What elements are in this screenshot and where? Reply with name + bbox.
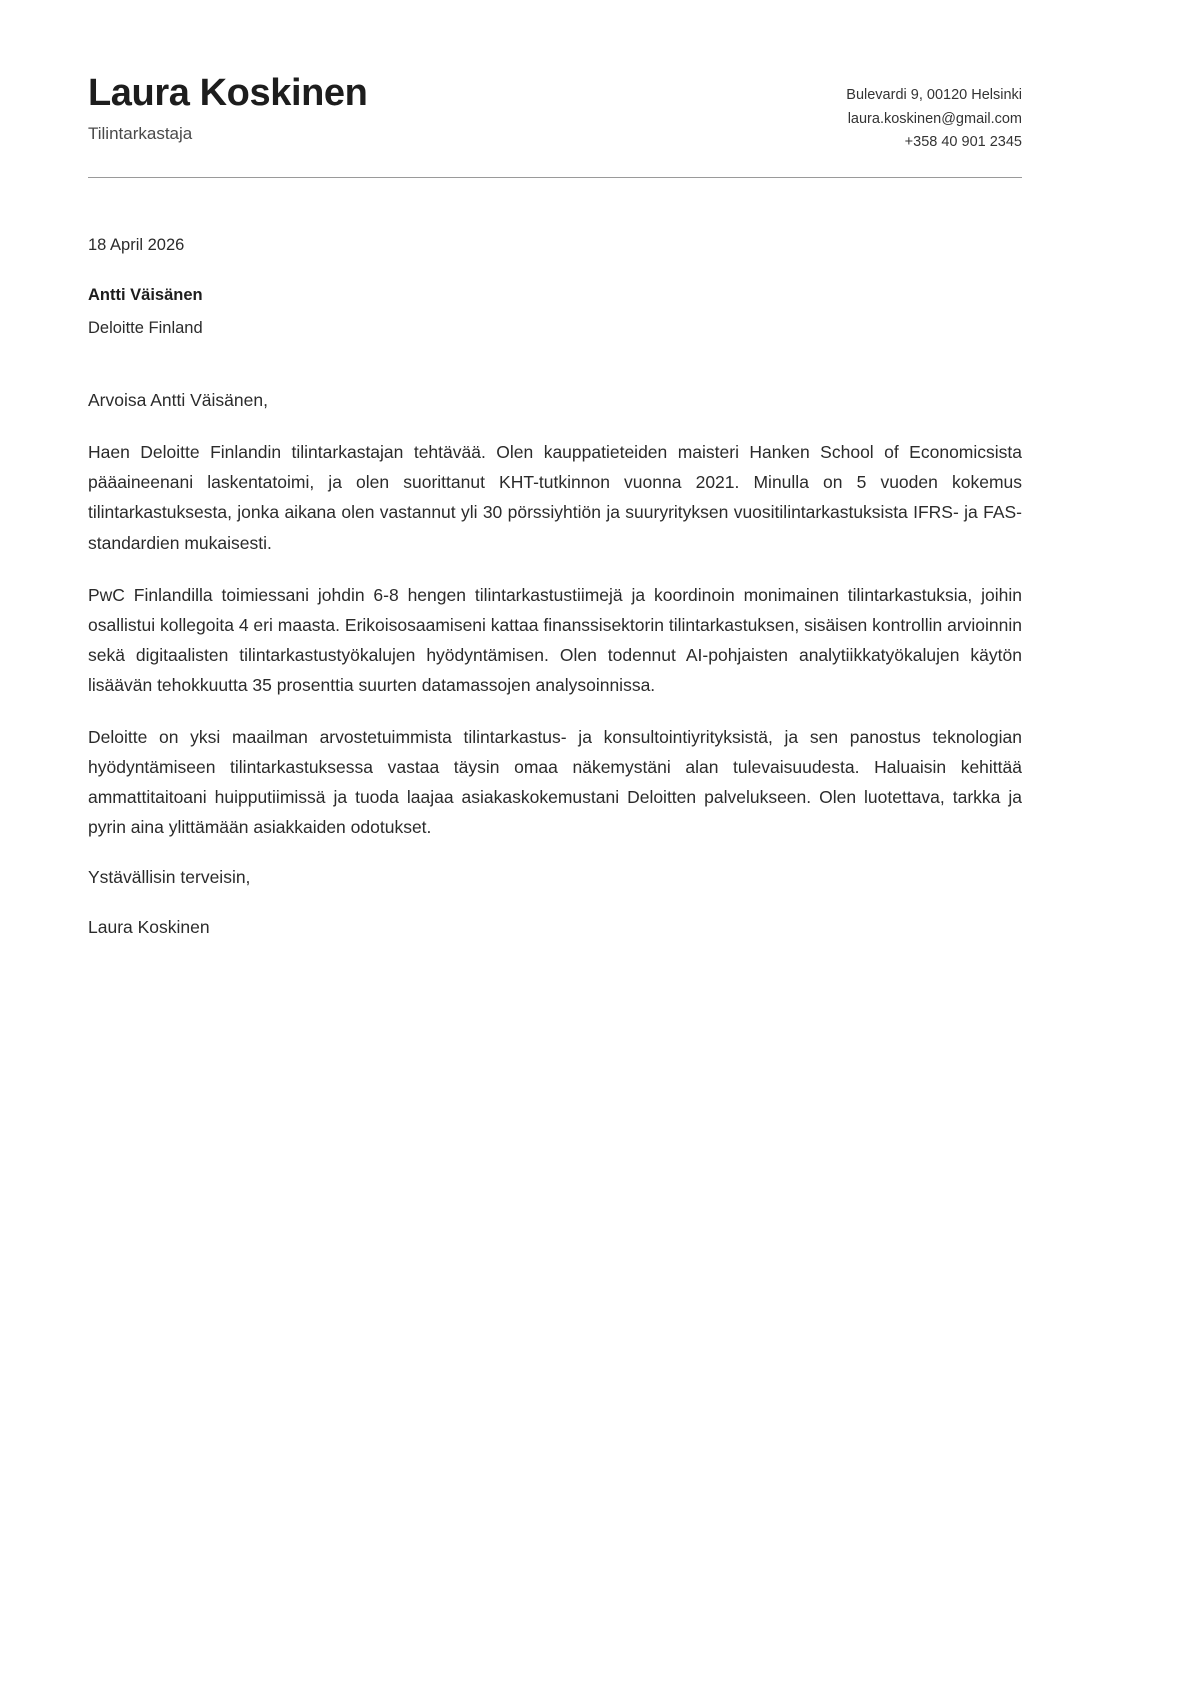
signature-name: Laura Koskinen [88,917,210,938]
letter-date: 18 April 2026 [88,235,185,254]
recipient-company: Deloitte Finland [88,318,203,337]
letter-body [88,387,1022,942]
job-title: Tilintarkastaja [88,123,193,143]
body-paragraph: Deloitte on yksi maailman arvostetuimmista tilintarkastus- ja konsultointiyrityksistä, ja sen panostus teknologian hyödyntämiseen tilintarkastuksessa vastaa täysin omaa näkemystäni alan tulevaisuudesta. Haluaisin kehittää ammattitaitoani huipputiimissä ja tuoda laajaa asiakaskokemustani Deloitten palvelukseen. Olen luotettava, tarkka ja pyrin aina ylittämään asiakkaiden odotukset. [88,727,1022,838]
letter-meta [88,234,1022,341]
body-paragraph: Haen Deloitte Finlandin tilintarkastajan tehtävää. Olen kauppatieteiden maisteri Hanken School of Economicsista pääaineenani laskentatoimi, ja olen suorittanut KHT-tutkinnon vuonna 2021. Minulla on 5 vuoden kokemus tilintarkastuksesta, jonka aikana olen vastannut yli 30 pörssiyhtiön ja suuryrityksen vuositilintarkastuksista IFRS- ja FAS-standardien mukaisesti. [88,442,1022,553]
identity-block [88,72,367,144]
header-divider [88,177,1022,178]
contact-phone[interactable]: +358 40 901 2345 [904,134,1022,151]
contact-email[interactable]: laura.koskinen@gmail.com [847,110,1022,127]
recipient-name: Antti Väisänen [88,285,203,304]
body-paragraph: PwC Finlandilla toimiessani johdin 6-8 hengen tilintarkastustiimejä ja koordinoin monimainen tilintarkastuksia, joihin osallistui kollegoita 4 eri maasta. Erikoisosaamiseni kattaa finanssisektorin tilintarkastuksen, sisäisen kontrollin arvioinnin sekä digitaalisten tilintarkastustyökalujen hyödyntämisen. Olen todennut AI-pohjaisten analytiikkatyökalujen käytön lisäävän tehokkuutta 35 prosenttia suurten datamassojen analysoinnissa. [88,584,1022,695]
letter-content [88,0,1022,942]
closing-line: Ystävällisin terveisin, [88,867,251,888]
contact-address: Bulevardi 9, 00120 Helsinki [846,87,1022,103]
page-title: Laura Koskinen [88,72,368,114]
salutation: Arvoisa Antti Väisänen, [88,389,268,410]
contact-block [846,72,1022,155]
letter-header [88,0,1022,155]
